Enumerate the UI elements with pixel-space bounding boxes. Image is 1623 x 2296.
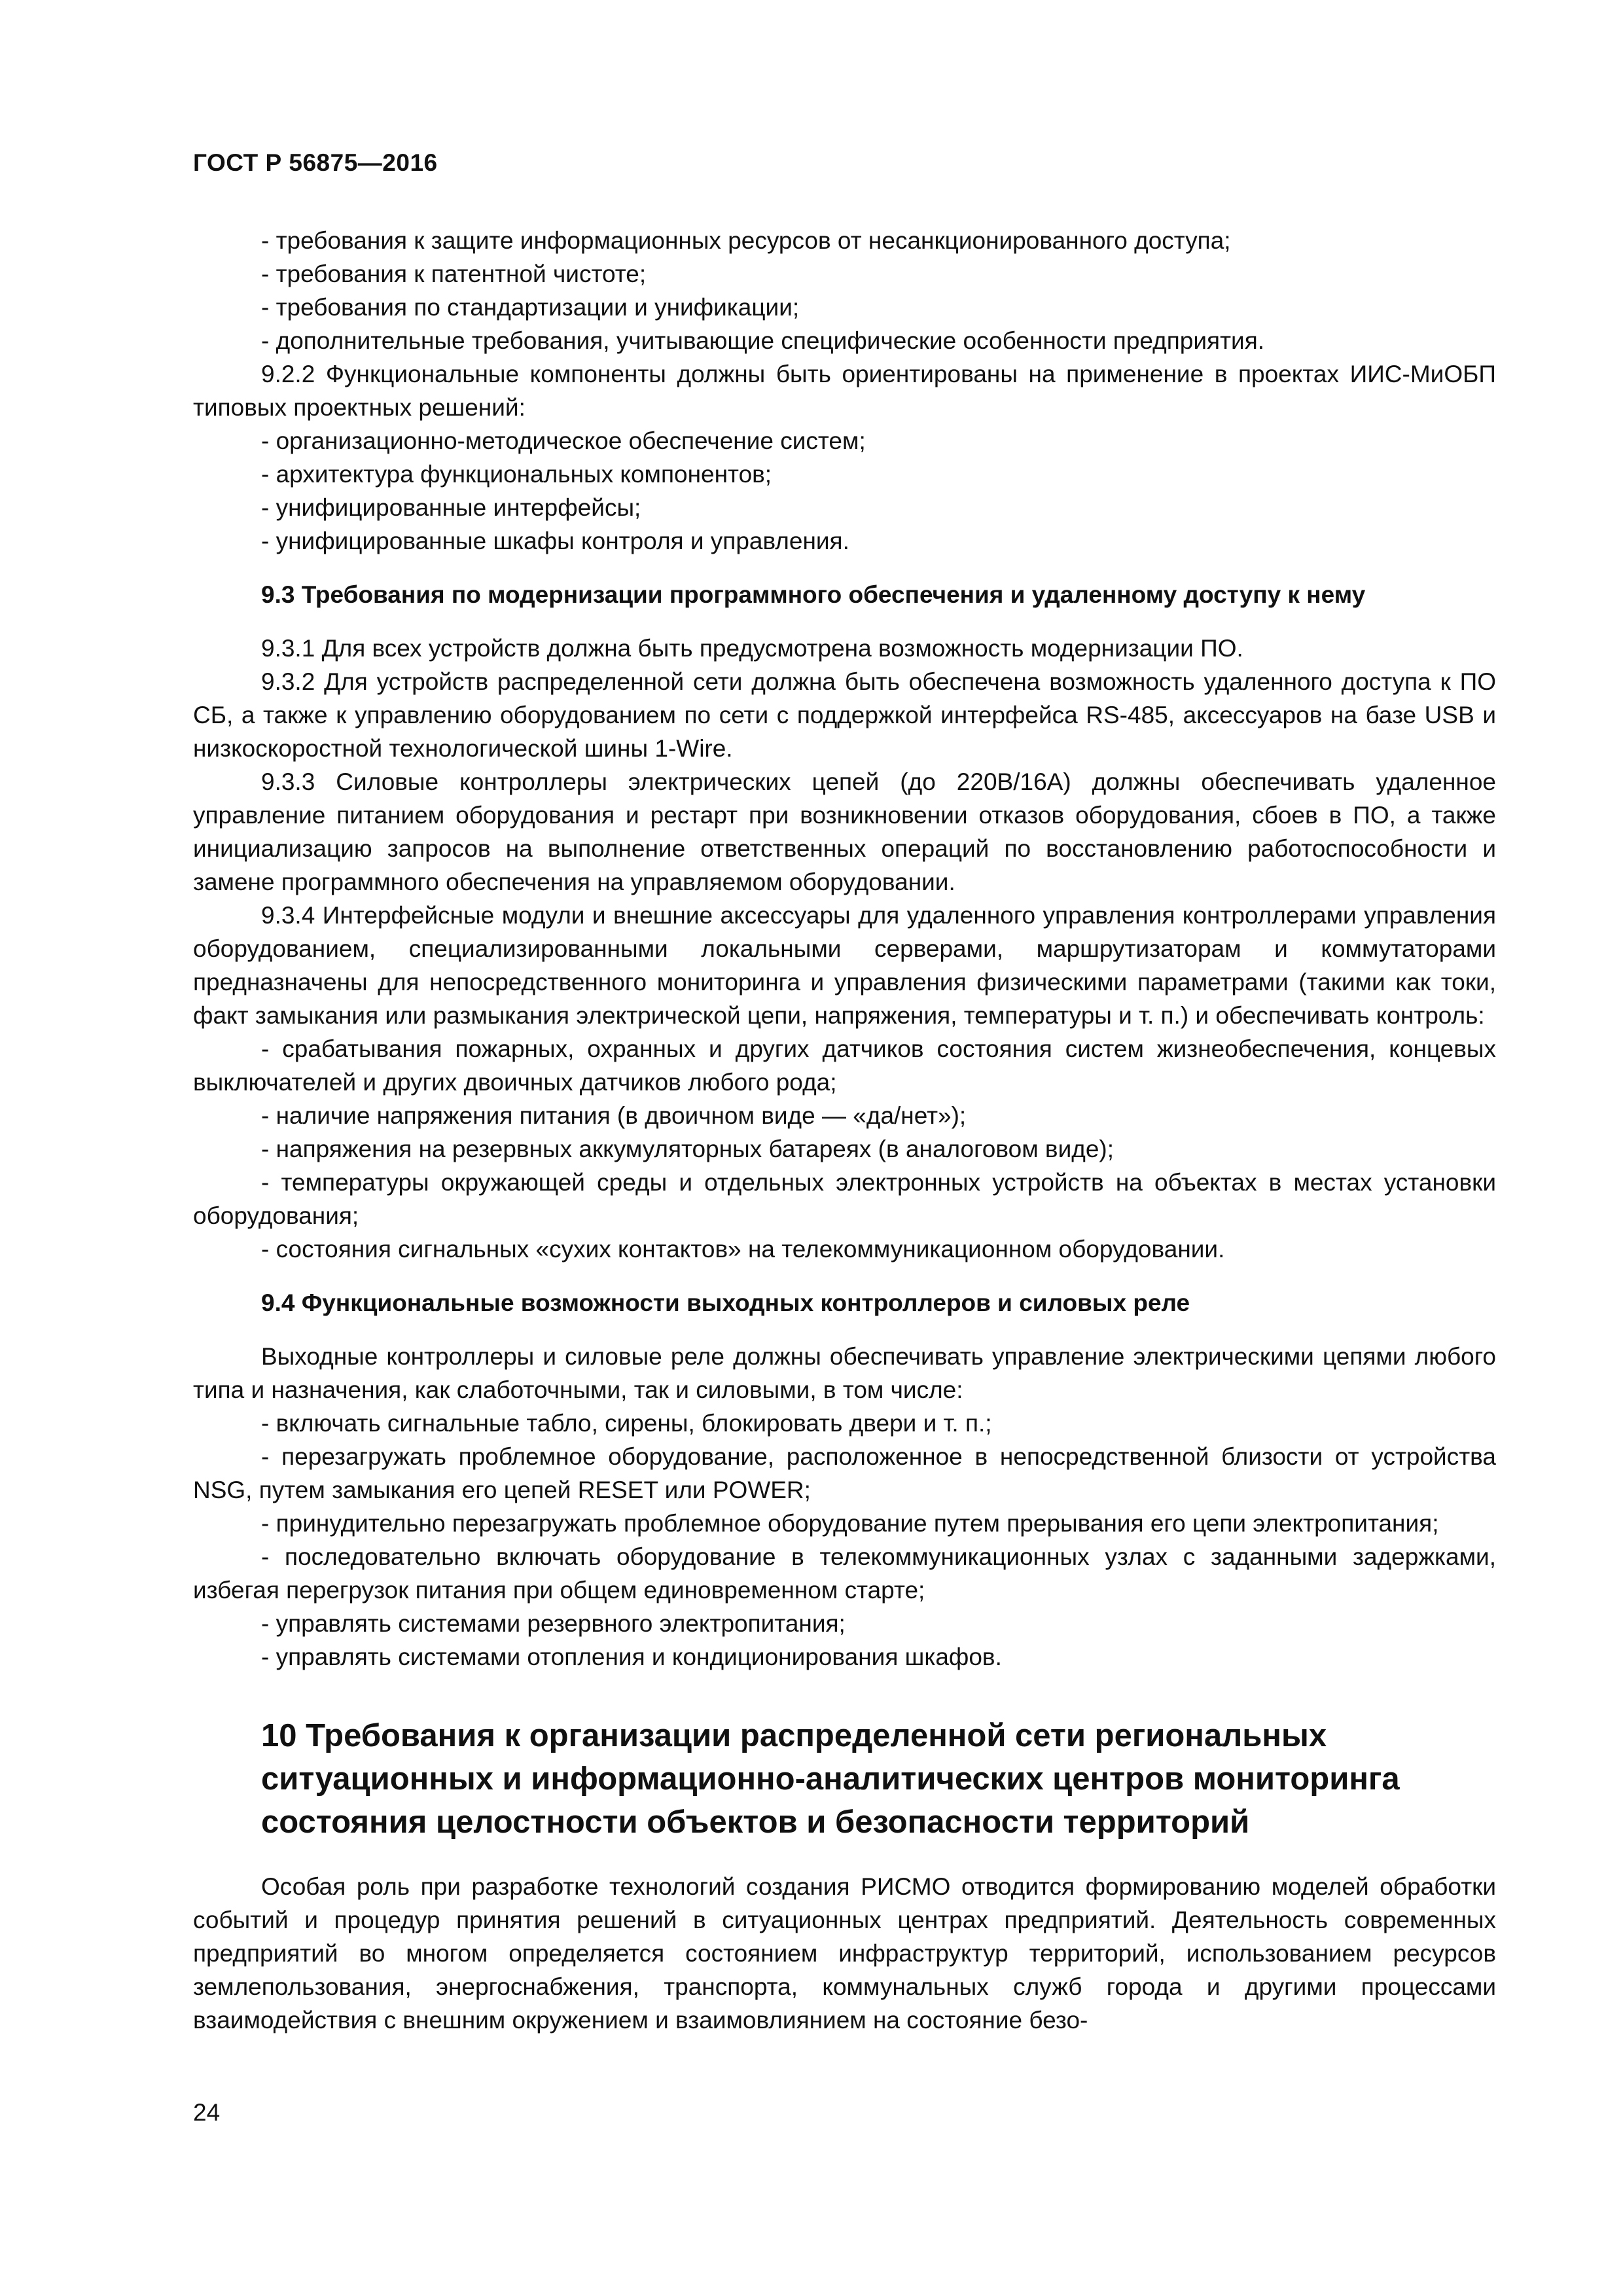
list-item: - перезагружать проблемное оборудование, расположенное в непосредственной близости от устройства NSG, путем замыкания его цепей RESET или POWER; — [193, 1443, 1496, 1503]
list-item: - дополнительные требования, учитывающие специфические особенности предприятия. — [261, 327, 1265, 354]
paragraph: Особая роль при разработке технологий создания РИСМО отводится формированию моделей обработки событий и процедур принятия решений в ситуационных центрах предприятий. Деятельность современных предприятий во многом определяется состоянием инфраструктур территорий, использованием ресурсов землепользования, энергоснабжения, транспорта, коммунальных служб города и другими процессами взаимодействия с внешним окружением и взаимовлиянием на состояние безо- — [193, 1873, 1496, 2034]
list-item: - последовательно включать оборудование в телекоммуникационных узлах с заданными задержками, избегая перегрузок питания при общем единовременном старте; — [193, 1543, 1496, 1604]
list-item: - управлять системами резервного электропитания; — [261, 1610, 846, 1637]
list-item: - состояния сигнальных «сухих контактов» на телекоммуникационном оборудовании. — [261, 1236, 1225, 1263]
chapter-heading-10: 10 Требования к организации распределенной сети региональных ситуационных и информационно-аналитических центров мониторинга состояния целостности объектов и безопасности территорий — [261, 1718, 1400, 1840]
list-item: - организационно-методическое обеспечение систем; — [261, 427, 866, 454]
list-item: - требования к патентной чистоте; — [261, 260, 647, 287]
list-item: - архитектура функциональных компонентов; — [261, 461, 772, 488]
list-item: - температуры окружающей среды и отдельных электронных устройств на объектах в местах установки оборудования; — [193, 1169, 1496, 1229]
clause-9-3-3: 9.3.3 Силовые контроллеры электрических цепей (до 220В/16А) должны обеспечивать удаленное управление питанием оборудования и рестарт при возникновении отказов оборудования, сбоев в ПО, а также инициализацию запросов на выполнение ответственных операций по восстановлению работоспособности и замене программного обеспечения на управляемом оборудовании. — [193, 768, 1496, 895]
list-item: - унифицированные интерфейсы; — [261, 494, 641, 521]
document-code-header: ГОСТ Р 56875—2016 — [193, 149, 438, 176]
clause-9-3-4: 9.3.4 Интерфейсные модули и внешние аксессуары для удаленного управления контроллерами управления оборудованием, специализированными локальными серверами, маршрутизаторам и коммутаторами предназначены для непосредственного мониторинга и управления физическими параметрами (такими как токи, факт замыкания или размыкания электрической цепи, напряжения, температуры и т. п.) и обеспечивать контроль: — [193, 902, 1496, 1029]
page-content — [193, 224, 1496, 2037]
list-item: - напряжения на резервных аккумуляторных батареях (в аналоговом виде); — [261, 1136, 1115, 1162]
section-heading-9-3: 9.3 Требования по модернизации программного обеспечения и удаленному доступу к нему — [261, 581, 1366, 608]
section-heading-9-4: 9.4 Функциональные возможности выходных контроллеров и силовых реле — [261, 1289, 1190, 1316]
clause-9-3-1: 9.3.1 Для всех устройств должна быть предусмотрена возможность модернизации ПО. — [261, 635, 1243, 662]
clause-9-2-2: 9.2.2 Функциональные компоненты должны быть ориентированы на применение в проектах ИИС-МиОБП типовых проектных решений: — [193, 361, 1496, 421]
list-item: - включать сигнальные табло, сирены, блокировать двери и т. п.; — [261, 1410, 992, 1437]
list-item: - принудительно перезагружать проблемное оборудование путем прерывания его цепи электропитания; — [261, 1510, 1439, 1537]
list-item: - управлять системами отопления и кондиционирования шкафов. — [261, 1643, 1002, 1670]
list-item: - унифицированные шкафы контроля и управления. — [261, 528, 849, 554]
list-item: - требования по стандартизации и унификации; — [261, 294, 800, 321]
list-item: - наличие напряжения питания (в двоичном виде — «да/нет»); — [261, 1102, 967, 1129]
list-item: - срабатывания пожарных, охранных и других датчиков состояния систем жизнеобеспечения, концевых выключателей и других двоичных датчиков любого рода; — [193, 1035, 1496, 1096]
paragraph: Выходные контроллеры и силовые реле должны обеспечивать управление электрическими цепями любого типа и назначения, как слаботочными, так и силовыми, в том числе: — [193, 1343, 1496, 1403]
page-number: 24 — [193, 2099, 221, 2126]
clause-9-3-2: 9.3.2 Для устройств распределенной сети должна быть обеспечена возможность удаленного доступа к ПО СБ, а также к управлению оборудованием по сети с поддержкой интерфейса RS-485, аксессуаров на базе USB и низкоскоростной технологической шины 1-Wire. — [193, 668, 1496, 762]
list-item: - требования к защите информационных ресурсов от несанкционированного доступа; — [261, 227, 1231, 254]
